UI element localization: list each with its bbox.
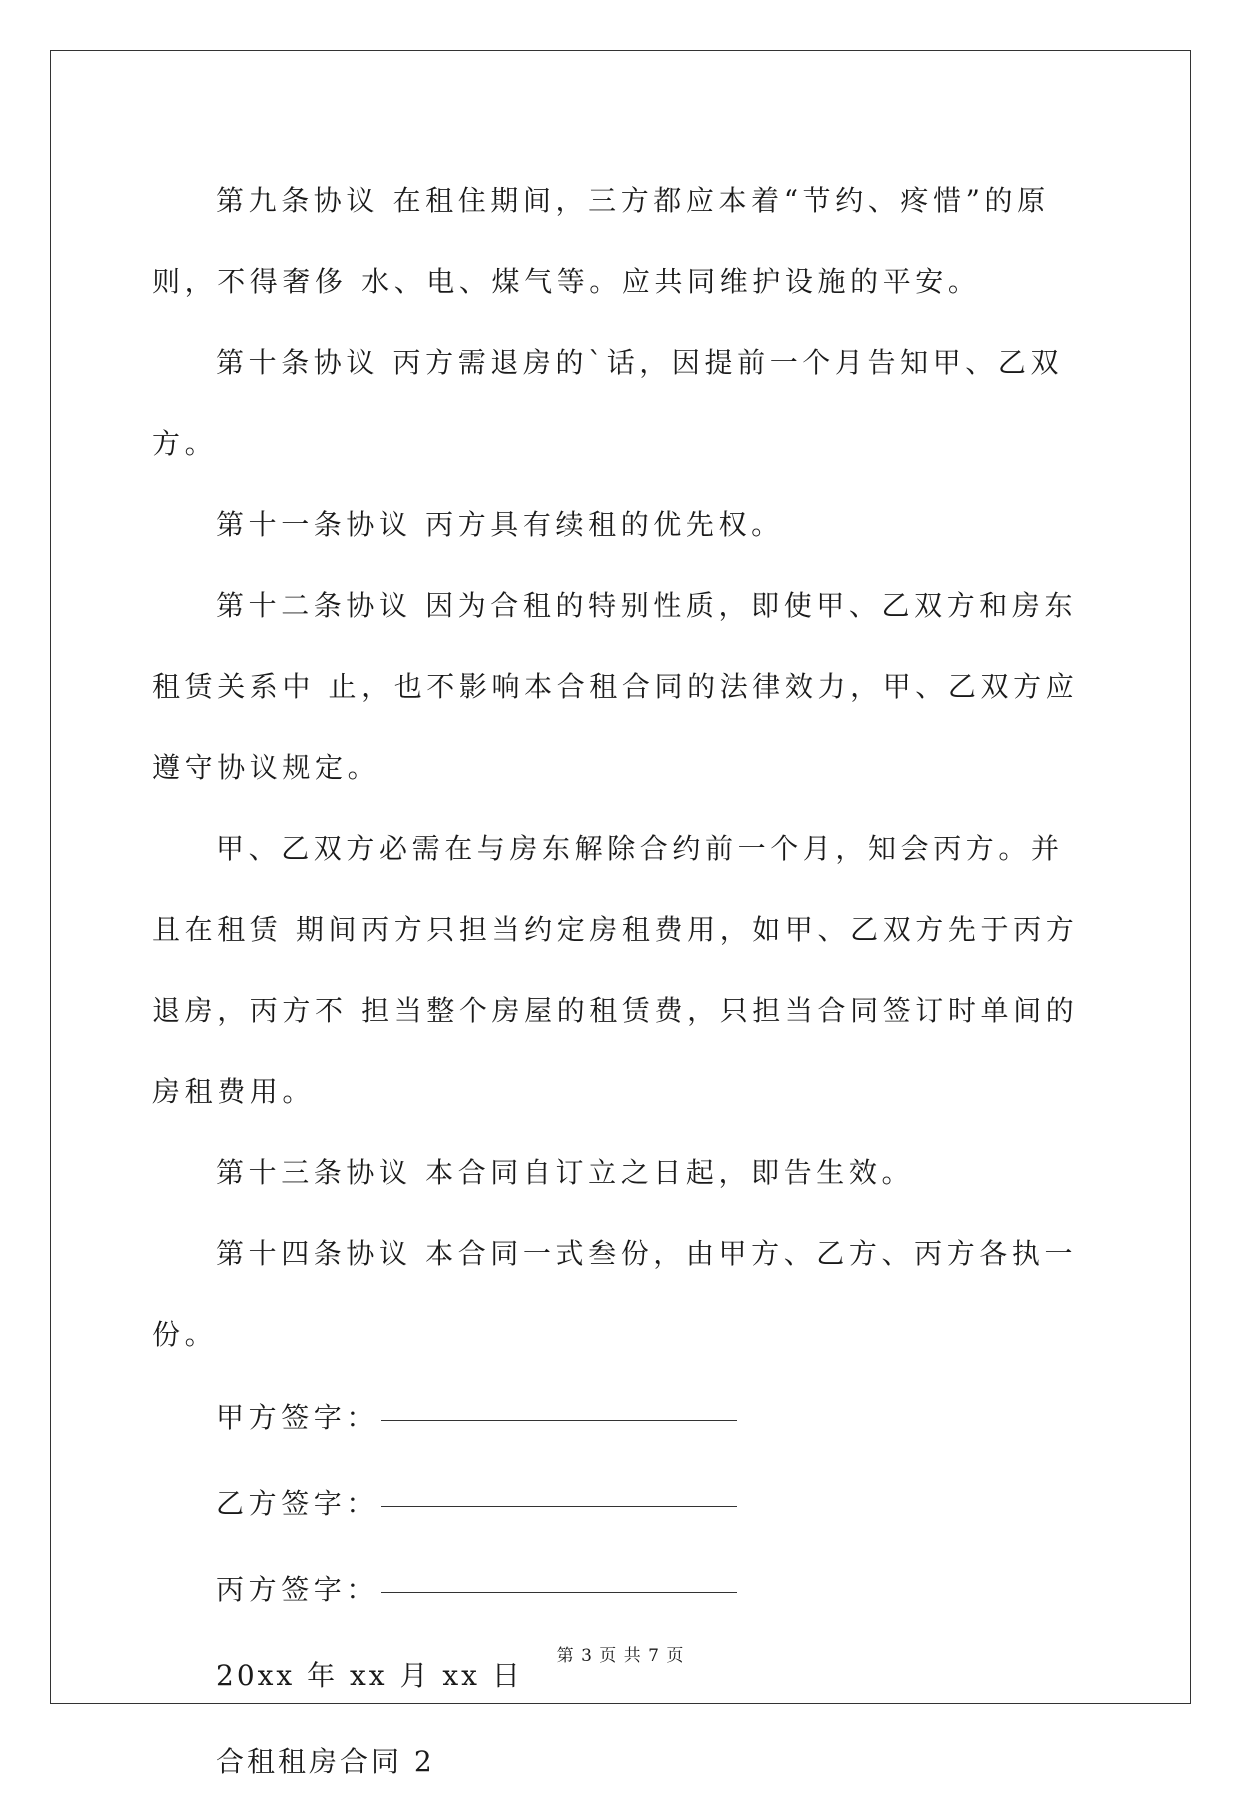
signature-label: 丙方签字： [216,1573,380,1606]
signature-label: 甲方签字： [216,1401,380,1434]
signature-blank [381,1591,737,1593]
clause-9: 第九条协议 在租住期间，三方都应本着“节约、疼惜”的原则，不得奢侈 水、电、煤气等。应共同维护设施的平安。 [152,184,1050,298]
signature-party-a [152,1375,1092,1461]
signature-blank [381,1419,737,1421]
signature-blank [381,1505,737,1507]
contract-date: 20xx 年 xx 月 xx 日 [216,1659,523,1692]
signature-party-c [152,1547,1092,1633]
page-number-footer: 第 3 页 共 7 页 [556,1646,685,1666]
clause-12: 第十二条协议 因为合租的特别性质，即使甲、乙双方和房东租赁关系中 止，也不影响本合租合同的法律效力，甲、乙双方应遵守协议规定。 [152,589,1079,784]
clause-14: 第十四条协议 本合同一式叁份，由甲方、乙方、丙方各执一份。 [152,1237,1078,1351]
clause-13: 第十三条协议 本合同自订立之日起，即告生效。 [216,1156,915,1189]
document-body [152,160,1092,1805]
clause-12-continued: 甲、乙双方必需在与房东解除合约前一个月，知会丙方。并且在租赁 期间丙方只担当约定房租费用，如甲、乙双方先于丙方退房，丙方不 担当整个房屋的租赁费，只担当合同签订时单间的房租费用。 [152,832,1079,1108]
clause-10: 第十条协议 丙方需退房的`话，因提前一个月告知甲、乙双方。 [152,346,1064,460]
clause-11: 第十一条协议 丙方具有续租的优先权。 [216,508,784,541]
next-contract-title: 合租租房合同 2 [216,1745,435,1778]
signature-label: 乙方签字： [216,1487,380,1520]
signature-party-b [152,1461,1092,1547]
